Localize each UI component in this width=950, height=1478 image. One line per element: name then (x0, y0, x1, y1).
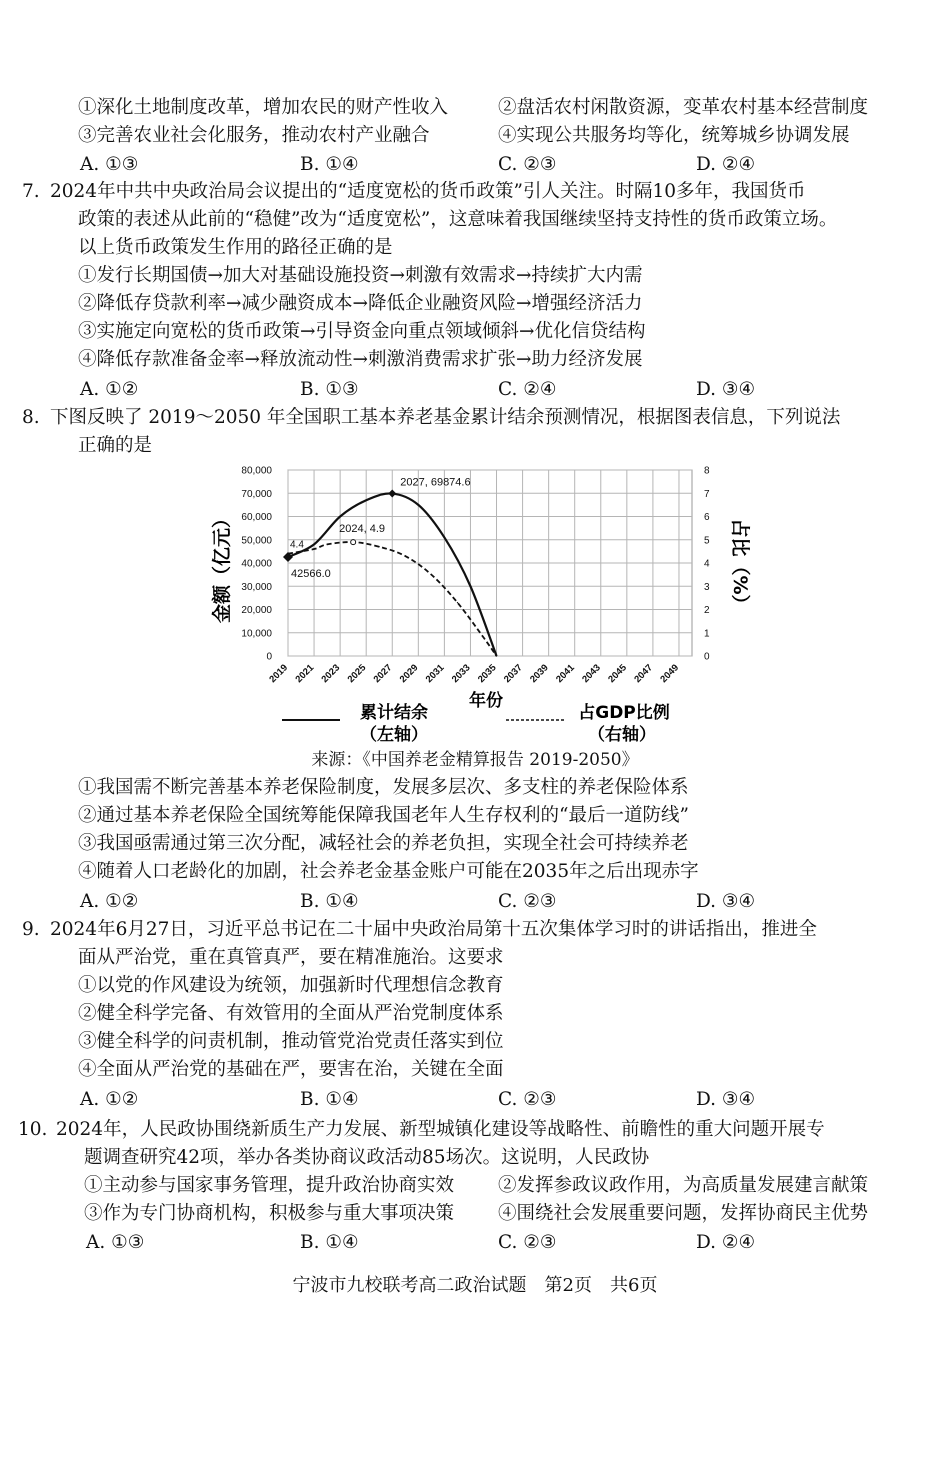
chart-grid (288, 470, 692, 656)
balance-point (340, 516, 341, 517)
chart-source: 来源：《中国养老金精算报告 2019-2050》 (311, 750, 639, 770)
left-axis (241, 466, 272, 663)
q9-option-d: D. ③④ (696, 1089, 756, 1110)
x-tick-label: 2027 (371, 662, 395, 686)
right-tick-label: 8 (704, 465, 710, 477)
gdp-ratio-point (379, 546, 380, 547)
q8-stem-line-2: 正确的是 (78, 435, 153, 456)
x-tick-label: 2047 (632, 662, 656, 686)
right-tick-label: 1 (704, 628, 710, 640)
q9-statement-1: ①以党的作风建设为统领，加强新时代理想信念教育 (78, 975, 504, 996)
balance-point (366, 500, 367, 501)
x-axis-label: 年份 (469, 691, 503, 711)
q10-statement-3: ③作为专门协商机构，积极参与重大事项决策 (84, 1203, 455, 1224)
q10-option-a: A. ①③ (86, 1232, 145, 1253)
left-tick-label: 40,000 (241, 558, 272, 570)
left-tick-label: 80,000 (241, 465, 272, 477)
q7-option-b: B. ①③ (300, 379, 359, 400)
right-axis (704, 466, 710, 663)
legend-series-1-axis: （左轴） (360, 725, 428, 745)
q9-stem-line-2: 面从严治党，重在真管真严，要在精准施治。这要求 (78, 947, 504, 968)
left-tick-label: 30,000 (241, 581, 272, 593)
q8-statement-2: ②通过基本养老保险全国统筹能保障我国老年人生存权利的“最后一道防线” (78, 805, 689, 826)
balance-point (313, 544, 314, 545)
x-tick-label: 2039 (528, 662, 551, 686)
annotation-start-value: 42566.0 (291, 568, 331, 581)
gdp-ratio-point (313, 548, 314, 549)
q8-option-b: B. ①④ (300, 891, 359, 912)
q10-statement-2: ②发挥参政议政作用，为高质量发展建言献策 (498, 1175, 869, 1196)
x-tick-label: 2023 (319, 662, 343, 686)
q10-number: 10. (18, 1119, 48, 1140)
balance-point (444, 537, 445, 538)
left-tick-label: 70,000 (241, 488, 272, 500)
x-axis (267, 662, 681, 685)
right-tick-label: 0 (704, 651, 710, 663)
q6-option-b: B. ①④ (300, 154, 359, 175)
q6-statement-3: ③完善农业社会化服务，推动农村产业融合 (78, 125, 430, 146)
gdp-ratio-point (326, 544, 327, 545)
annotation-layer (283, 477, 471, 580)
peak-ratio-marker (351, 540, 356, 545)
left-tick-label: 20,000 (241, 605, 272, 616)
q9-statement-2: ②健全科学完备、有效管用的全面从严治党制度体系 (78, 1003, 504, 1024)
gdp-ratio-point (457, 602, 458, 603)
left-axis-label: 金额（亿元） (211, 508, 233, 624)
x-tick-label: 2021 (293, 662, 317, 686)
balance-point (418, 504, 419, 505)
x-tick-label: 2029 (397, 662, 421, 686)
left-tick-label: 10,000 (241, 628, 272, 640)
q8-statement-1: ①我国需不断完善基本养老保险制度，发展多层次、多支柱的养老保险体系 (78, 777, 689, 798)
x-tick-label: 2019 (267, 662, 291, 686)
x-tick-label: 2041 (554, 662, 577, 686)
x-tick-label: 2035 (475, 662, 499, 686)
q9-statement-3: ③健全科学的问责机制，推动管党治党责任落实到位 (78, 1031, 504, 1052)
q9-option-b: B. ①④ (300, 1089, 359, 1110)
q6-option-c: C. ②③ (498, 154, 557, 175)
x-tick-label: 2037 (501, 662, 525, 686)
q6-option-d: D. ②④ (696, 154, 756, 175)
right-tick-label: 6 (704, 512, 710, 523)
q6-statement-2: ②盘活农村闲散资源，变革农村基本经营制度 (498, 97, 869, 118)
annotation-start-ratio: 4.4 (290, 539, 304, 551)
q10-statement-1: ①主动参与国家事务管理，提升政治协商实效 (84, 1175, 455, 1196)
q10-option-b: B. ①④ (300, 1232, 359, 1253)
q9-number: 9. (22, 919, 40, 940)
q7-stem-line-3: 以上货币政策发生作用的路径正确的是 (78, 237, 393, 258)
q10-stem-line-2: 题调查研究42项，举办各类协商议政活动85场次。这说明，人民政协 (84, 1147, 650, 1168)
q9-option-c: C. ②③ (498, 1089, 557, 1110)
q8-statement-4: ④随着人口老龄化的加剧，社会养老金基金账户可能在2035年之后出现赤字 (78, 861, 699, 882)
q7-option-a: A. ①② (80, 379, 139, 400)
gdp-ratio-point (405, 555, 406, 556)
left-tick-label: 50,000 (241, 535, 272, 547)
gdp-ratio-point (483, 637, 484, 638)
right-tick-label: 5 (704, 535, 710, 547)
q8-stem-line-1: 下图反映了 2019～2050 年全国职工基本养老基金累计结余预测情况，根据图表信息，下列说法 (50, 407, 841, 428)
x-tick-label: 2049 (658, 662, 682, 686)
left-tick-label: 0 (266, 651, 272, 663)
legend-series-2-name: 占GDP比例 (578, 703, 670, 723)
balance-point (470, 586, 471, 587)
q7-statement-2: ②降低存贷款利率→减少融资成本→降低企业融资风险→增强经济活力 (78, 293, 643, 314)
gdp-ratio-point (431, 574, 432, 575)
right-axis-label: 占比（%） (729, 518, 751, 614)
q7-stem-line-2: 政策的表述从此前的“稳健”改为“适度宽松”，这意味着我国继续坚持支持性的货币政策立场。 (78, 209, 838, 230)
x-tick-label: 2031 (423, 662, 447, 686)
legend-series-1-name: 累计结余 (360, 703, 428, 723)
q10-statement-4: ④围绕社会发展重要问题，发挥协商民主优势 (498, 1203, 869, 1224)
q6-statement-1: ①深化土地制度改革，增加农民的财产性收入 (78, 97, 449, 118)
page-footer: 宁波市九校联考高二政治试题 第2页 共6页 (292, 1275, 658, 1296)
q6-option-a: A. ①③ (80, 154, 139, 175)
x-tick-label: 2045 (606, 662, 629, 686)
x-tick-label: 2033 (449, 662, 473, 686)
q9-statement-4: ④全面从严治党的基础在严，要害在治，关键在全面 (78, 1059, 504, 1080)
peak-balance-marker (388, 490, 396, 498)
right-tick-label: 2 (704, 605, 710, 616)
q7-statement-3: ③实施定向宽松的货币政策→引导资金向重点领域倾斜→优化信贷结构 (78, 321, 646, 342)
q8-option-c: C. ②③ (498, 891, 557, 912)
q9-stem-line-1: 2024年6月27日，习近平总书记在二十届中央政治局第十五次集体学习时的讲话指出，推进全 (50, 919, 817, 940)
q9-option-a: A. ①② (80, 1089, 139, 1110)
q7-stem-line-1: 2024年中共中央政治局会议提出的“适度宽松的货币政策”引人关注。时隔10多年，我国货币 (50, 181, 806, 202)
q10-option-c: C. ②③ (498, 1232, 557, 1253)
left-tick-label: 60,000 (241, 512, 272, 523)
q7-option-c: C. ②④ (498, 379, 557, 400)
q8-option-d: D. ③④ (696, 891, 756, 912)
annotation-peak-ratio: 2024, 4.9 (339, 523, 386, 536)
q7-statement-4: ④降低存款准备金率→释放流动性→刺激消费需求扩张→助力经济发展 (78, 349, 643, 370)
q6-statement-4: ④实现公共服务均等化，统筹城乡协调发展 (498, 125, 850, 146)
q7-option-d: D. ③④ (696, 379, 756, 400)
right-tick-label: 4 (704, 558, 710, 570)
q8-option-a: A. ①② (80, 891, 139, 912)
right-tick-label: 3 (704, 581, 710, 593)
right-tick-label: 7 (704, 488, 710, 500)
gdp-ratio-point (496, 655, 497, 656)
q8-statement-3: ③我国亟需通过第三次分配，减轻社会的养老负担，实现全社会可持续养老 (78, 833, 689, 854)
q7-statement-1: ①发行长期国债→加大对基础设施投资→刺激有效需求→持续扩大内需 (78, 265, 643, 286)
legend-series-2-axis: （右轴） (588, 725, 656, 745)
annotation-peak-balance: 2027, 69874.6 (400, 476, 471, 489)
x-tick-label: 2043 (580, 662, 603, 686)
q8-number: 8. (22, 407, 40, 428)
q10-stem-line-1: 2024年，人民政协围绕新质生产力发展、新型城镇化建设等战略性、前瞻性的重大问题开展专 (56, 1119, 825, 1140)
q10-option-d: D. ②④ (696, 1232, 756, 1253)
q7-number: 7. (22, 181, 40, 202)
x-tick-label: 2025 (345, 662, 369, 686)
